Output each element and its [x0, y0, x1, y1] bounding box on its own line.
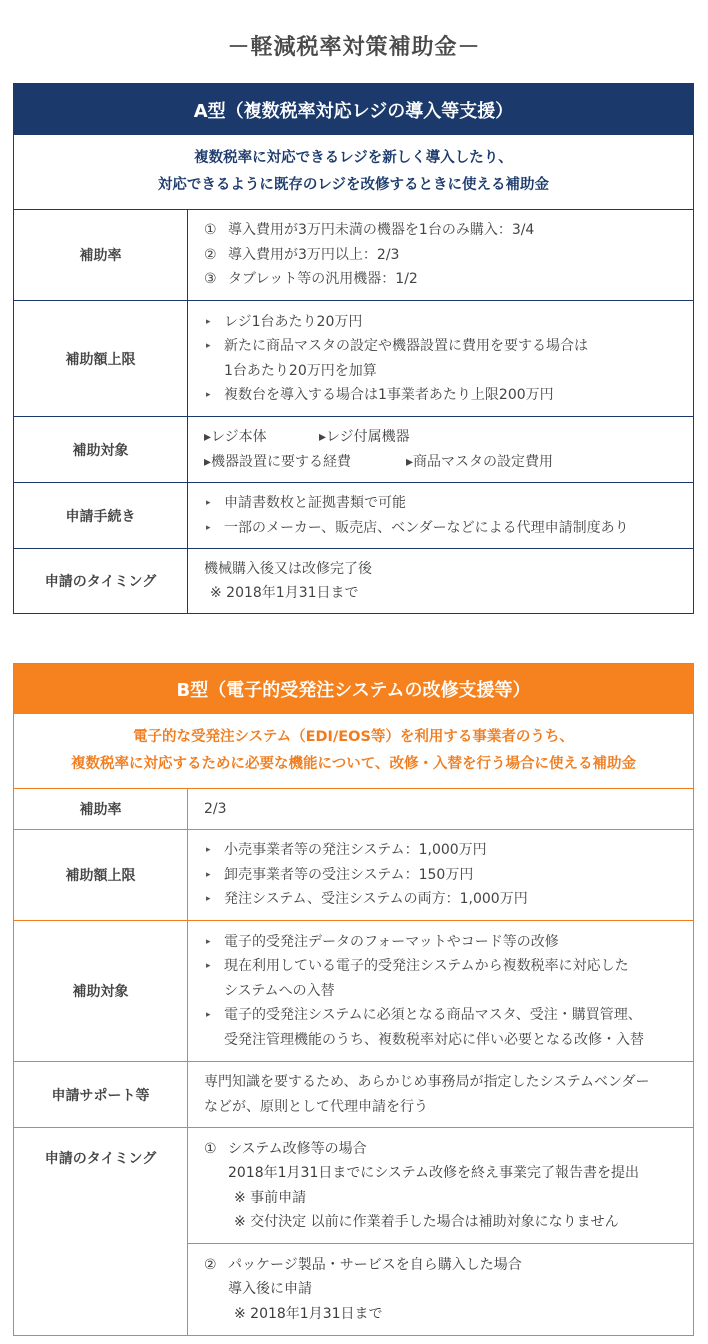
bullet-icon: ▸: [204, 453, 212, 470]
type-b-header: B型（電子的受発注システムの改修支援等）: [14, 664, 693, 714]
type-a-target-row: [14, 417, 693, 483]
bullet-icon: ▸: [206, 341, 211, 351]
bullet-icon: ▸: [206, 522, 211, 533]
type-a-rate-value: [188, 210, 693, 300]
list-item: [204, 243, 693, 268]
item-number: ②: [204, 1256, 217, 1273]
item-text: レジ1台あたり20万円: [224, 313, 363, 330]
type-a-description-line: 対応できるように既存のレジを改修するときに使える補助金: [157, 177, 550, 193]
list-item: [204, 267, 693, 292]
type-b-description: [14, 714, 693, 789]
bullet-icon: ▸: [206, 894, 211, 905]
type-a-procedure-label: 申請手続き: [14, 483, 188, 548]
timing-case-1: [188, 1128, 693, 1244]
item-number: ①: [204, 222, 217, 239]
type-a-procedure-row: [14, 483, 693, 549]
item-text: 発注システム、受注システムの両方：1,000万円: [224, 891, 528, 908]
case-note: ※ 交付決定 以前に作業着手した場合は補助対象になりません: [234, 1214, 619, 1230]
list-item: [204, 425, 319, 450]
bullet-icon: ▸: [206, 961, 211, 972]
type-b-rate-row: [14, 789, 693, 830]
item-text-continued: 1台あたり20万円を加算: [224, 362, 377, 379]
item-text: 商品マスタの設定費用: [413, 453, 554, 470]
list-item: [204, 491, 693, 516]
item-number: ②: [204, 246, 217, 263]
type-a-description-line: 複数税率に対応できるレジを新しく導入したり、: [194, 150, 513, 166]
type-b-target-value: [188, 921, 693, 1061]
item-text: 小売事業者等の発注システム：1,000万円: [224, 842, 487, 859]
type-b-description-line: 複数税率に対応するために必要な機能について、改修・入替を行う場合に使える補助金: [71, 756, 636, 772]
timing-text: 機械購入後又は改修完了後: [204, 560, 372, 577]
list-item: [406, 450, 553, 475]
support-text: 専門知識を要するため、あらかじめ事務局が指定したシステムベンダー: [204, 1074, 650, 1090]
list-item: [204, 218, 693, 243]
type-b-timing-label: 申請のタイミング: [14, 1128, 188, 1336]
timing-note: ※ 2018年1月31日まで: [210, 585, 359, 601]
bullet-icon: ▸: [204, 429, 212, 445]
type-a-target-value: [188, 417, 693, 482]
item-text: 導入費用が3万円未満の機器を1台のみ購入：3/4: [228, 222, 535, 239]
list-item: [204, 863, 693, 888]
type-b-timing-row: [14, 1128, 693, 1336]
item-text-continued: システムへの入替: [224, 982, 335, 999]
target-line: [204, 425, 693, 450]
list-item: [204, 887, 693, 912]
type-a-rate-row: [14, 210, 693, 301]
item-text: レジ付属機器: [326, 429, 410, 445]
item-text: 現在利用している電子的受発注システムから複数税率に対応した: [224, 958, 629, 975]
type-b-limit-label: 補助額上限: [14, 830, 188, 920]
type-b-timing-value: [188, 1128, 693, 1336]
type-a-rate-label: 補助率: [14, 210, 188, 300]
list-item: [204, 954, 693, 979]
type-a-box: [13, 83, 694, 614]
item-text: 機器設置に要する経費: [211, 453, 352, 470]
case-text: 2018年1月31日までにシステム改修を終え事業完了報告書を提出: [228, 1165, 639, 1181]
list-item: [204, 1003, 693, 1028]
support-text: などが、原則として代理申請を行う: [204, 1098, 428, 1115]
item-text: 申請書数枚と証拠書類で可能: [224, 495, 406, 511]
list-item: [204, 838, 693, 863]
item-number: ①: [204, 1140, 217, 1157]
bullet-icon: ▸: [206, 936, 211, 947]
target-line: [204, 450, 693, 475]
bullet-icon: ▸: [206, 498, 211, 508]
type-b-support-row: [14, 1062, 693, 1128]
bullet-icon: ▸: [206, 869, 211, 880]
type-b-support-value: [188, 1062, 693, 1127]
list-item: [204, 334, 693, 359]
bullet-icon: ▸: [206, 845, 211, 856]
type-b-rate-value: 2/3: [204, 800, 227, 817]
item-text: 電子的受発注システムに必須となる商品マスタ、受注・購買管理、: [224, 1007, 642, 1024]
item-text-continued: 受発注管理機能のうち、複数税率対応に伴い必要となる改修・入替: [224, 1031, 644, 1048]
type-a-limit-label: 補助額上限: [14, 301, 188, 416]
list-item: [204, 383, 693, 408]
timing-case-2: [188, 1244, 693, 1335]
item-text: システム改修等の場合: [228, 1140, 367, 1157]
item-text: 新たに商品マスタの設定や機器設置に費用を要する場合は: [224, 338, 588, 354]
type-b-limit-row: [14, 830, 693, 921]
type-a-header: A型（複数税率対応レジの導入等支援）: [14, 84, 693, 135]
item-text: 一部のメーカー、販売店、ベンダーなどによる代理申請制度あり: [224, 519, 629, 536]
case-title: [204, 1137, 693, 1162]
item-text: レジ本体: [211, 429, 267, 445]
type-b-target-row: [14, 921, 693, 1062]
type-b-support-label: 申請サポート等: [14, 1062, 188, 1127]
item-text: パッケージ製品・サービスを自ら購入した場合: [228, 1256, 522, 1273]
type-a-description: [14, 135, 693, 210]
item-text: 卸売事業者等の受注システム：150万円: [224, 866, 474, 883]
bullet-icon: ▸: [206, 390, 211, 400]
page-title: －軽減税率対策補助金－: [227, 35, 481, 60]
type-b-limit-value: [188, 830, 693, 920]
type-a-limit-row: [14, 301, 693, 417]
type-b-target-label: 補助対象: [14, 921, 188, 1061]
type-b-box: [13, 663, 694, 1336]
case-title: [204, 1253, 693, 1278]
case-text: 導入後に申請: [228, 1281, 312, 1298]
list-item: [204, 450, 406, 475]
list-item: [204, 516, 693, 541]
item-text: 複数台を導入する場合は1事業者あたり上限200万円: [224, 387, 554, 403]
type-b-rate-label: 補助率: [14, 789, 188, 829]
type-a-procedure-value: [188, 483, 693, 548]
type-a-target-label: 補助対象: [14, 417, 188, 482]
list-item: [319, 425, 410, 450]
type-b-description-line: 電子的な受発注システム（EDI/EOS等）を利用する事業者のうち、: [133, 729, 574, 745]
type-a-timing-row: [14, 549, 693, 613]
item-text: タブレット等の汎用機器：1/2: [228, 271, 418, 288]
type-a-limit-value: [188, 301, 693, 416]
type-a-timing-value: [188, 549, 693, 613]
bullet-icon: ▸: [206, 316, 211, 327]
list-item: [204, 310, 693, 335]
bullet-icon: ▸: [319, 429, 327, 445]
item-text: 電子的受発注データのフォーマットやコード等の改修: [224, 933, 559, 950]
case-note: ※ 事前申請: [234, 1189, 307, 1206]
type-a-timing-label: 申請のタイミング: [14, 549, 188, 613]
item-number: ③: [204, 271, 217, 288]
bullet-icon: ▸: [206, 1010, 211, 1021]
case-note: ※ 2018年1月31日まで: [234, 1305, 383, 1322]
item-text: 導入費用が3万円以上：2/3: [228, 246, 400, 263]
list-item: [204, 930, 693, 955]
bullet-icon: ▸: [406, 453, 414, 470]
